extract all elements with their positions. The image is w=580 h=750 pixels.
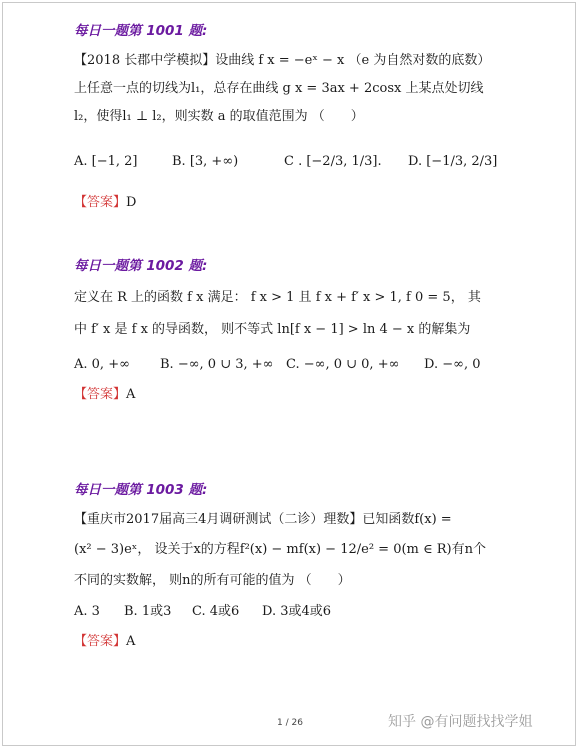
option-d: D. 3或4或6: [262, 604, 332, 619]
answer-value: A: [126, 634, 136, 649]
problem-1003: [74, 481, 484, 661]
answer-label: 【答案】: [74, 387, 127, 402]
option-b: B. 1或3: [124, 604, 172, 619]
answer-line: [74, 633, 135, 651]
problem-text-line: 不同的实数解， 则n的所有可能的值为 （ ）: [74, 573, 351, 588]
watermark: 知乎 @有问题找找学姐: [388, 714, 533, 730]
page-number: 1 / 26: [277, 718, 303, 728]
option-a: A. [−1, 2]: [74, 154, 138, 169]
problem-1002: [74, 257, 484, 417]
option-c: C . [−2/3, 1/3].: [284, 154, 382, 169]
problem-heading: 每日一题第 1002 题:: [74, 258, 208, 274]
answer-options: [74, 153, 498, 171]
problem-1001: [74, 22, 498, 212]
problem-text-line: 【重庆市2017届高三4月调研测试（二诊）理数】已知函数f(x) =: [74, 512, 452, 527]
option-d: D. −∞, 0: [424, 357, 481, 372]
option-a: A. 3: [74, 604, 100, 619]
answer-line: [74, 194, 136, 212]
answer-label: 【答案】: [74, 634, 127, 649]
option-b: B. −∞, 0 ∪ 3, +∞: [160, 357, 274, 372]
answer-line: [74, 386, 135, 404]
answer-value: A: [126, 387, 136, 402]
problem-heading: 每日一题第 1003 题:: [74, 482, 208, 498]
answer-options: [74, 356, 484, 374]
option-c: C. −∞, 0 ∪ 0, +∞: [286, 357, 400, 372]
option-d: D. [−1/3, 2/3]: [408, 154, 498, 169]
problem-text-line: (x² − 3)eˣ， 设关于x的方程f²(x) − mf(x) − 12/e² = 0(m ∈ R)有n个: [74, 542, 486, 557]
answer-value: D: [126, 195, 137, 210]
problem-heading: 每日一题第 1001 题:: [74, 23, 208, 39]
problem-text-line: 定义在 R 上的函数 f x 满足： f x > 1 且 f x + f′ x > 1, f 0 = 5， 其: [74, 290, 481, 305]
problem-text-line: 中 f′ x 是 f x 的导函数， 则不等式 ln[f x − 1] > ln 4 − x 的解集为: [74, 322, 471, 337]
option-c: C. 4或6: [192, 604, 240, 619]
option-a: A. 0, +∞: [74, 357, 130, 372]
answer-label: 【答案】: [74, 195, 127, 210]
answer-options: [74, 603, 484, 621]
option-b: B. [3, +∞): [172, 154, 239, 169]
problem-text-line: l₂，使得l₁ ⊥ l₂，则实数 a 的取值范围为 （ ）: [74, 109, 364, 124]
problem-text-line: 【2018 长郡中学模拟】设曲线 f x = −eˣ − x （e 为自然对数的底数）: [74, 53, 491, 68]
problem-text-line: 上任意一点的切线为l₁，总存在曲线 g x = 3ax + 2cosx 上某点处切线: [74, 81, 484, 96]
